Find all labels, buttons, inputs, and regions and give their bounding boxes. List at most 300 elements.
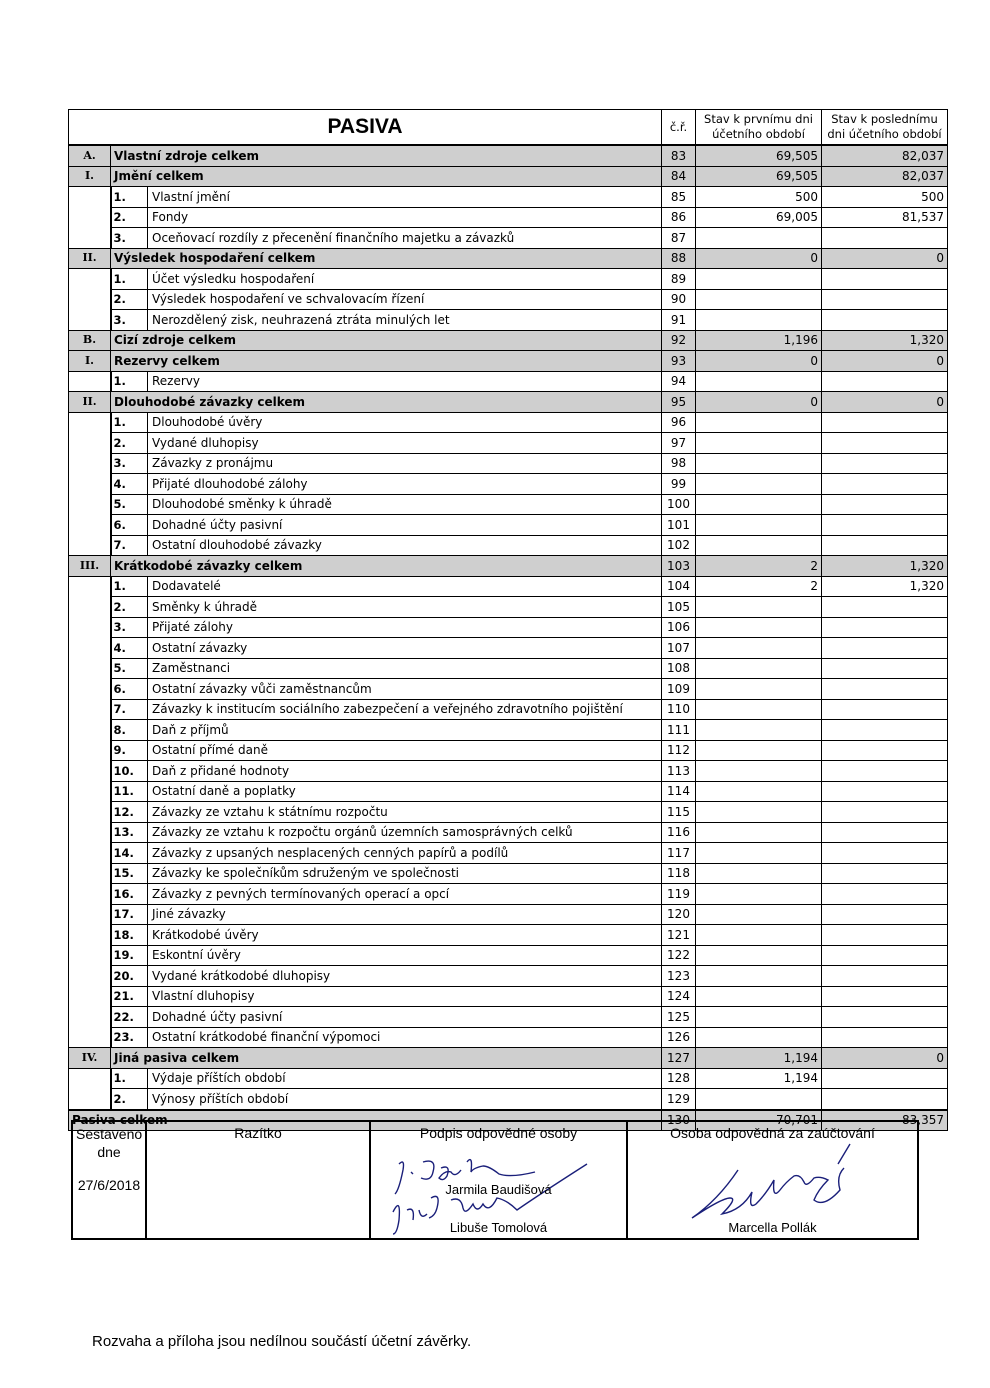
item-label: Směnky k úhradě xyxy=(148,597,662,618)
last-day-value xyxy=(822,658,948,679)
item-row xyxy=(69,207,948,228)
accounting-label: Osoba odpovědná za zaúčtování xyxy=(670,1125,875,1141)
row-number: 119 xyxy=(662,884,696,905)
row-spacer xyxy=(69,1007,111,1028)
first-day-value xyxy=(696,535,822,556)
row-spacer xyxy=(69,617,111,638)
section-code: II. xyxy=(69,248,111,269)
item-label: Závazky z pevných termínovaných operací a opcí xyxy=(148,884,662,905)
last-day-value xyxy=(822,494,948,515)
item-label: Závazky z pronájmu xyxy=(148,453,662,474)
item-row xyxy=(69,228,948,249)
row-number: 98 xyxy=(662,453,696,474)
item-row xyxy=(69,576,948,597)
section-code: A. xyxy=(69,145,111,166)
first-day-value: 69,005 xyxy=(696,207,822,228)
row-number: 85 xyxy=(662,187,696,208)
item-row xyxy=(69,781,948,802)
last-day-value xyxy=(822,699,948,720)
first-day-value xyxy=(696,822,822,843)
item-label: Přijaté zálohy xyxy=(148,617,662,638)
row-number: 105 xyxy=(662,597,696,618)
item-number: 10. xyxy=(111,761,148,782)
last-day-value xyxy=(822,802,948,823)
item-number: 2. xyxy=(111,597,148,618)
row-number: 89 xyxy=(662,269,696,290)
signature-box xyxy=(71,1120,919,1240)
item-row xyxy=(69,720,948,741)
item-row xyxy=(69,269,948,290)
item-number: 5. xyxy=(111,658,148,679)
item-row xyxy=(69,658,948,679)
item-label: Dlouhodobé směnky k úhradě xyxy=(148,494,662,515)
row-number: 88 xyxy=(662,248,696,269)
row-number: 90 xyxy=(662,289,696,310)
row-number: 111 xyxy=(662,720,696,741)
item-number: 5. xyxy=(111,494,148,515)
person3-name: Marcella Pollák xyxy=(728,1220,817,1235)
item-row xyxy=(69,884,948,905)
first-day-value xyxy=(696,720,822,741)
row-number: 123 xyxy=(662,966,696,987)
row-spacer xyxy=(69,494,111,515)
row-number: 110 xyxy=(662,699,696,720)
first-day-value: 70,701 xyxy=(696,1110,822,1131)
item-number: 1. xyxy=(111,1068,148,1089)
item-label: Krátkodobé úvěry xyxy=(148,925,662,946)
last-day-value xyxy=(822,822,948,843)
row-spacer xyxy=(69,925,111,946)
item-label: Vydané krátkodobé dluhopisy xyxy=(148,966,662,987)
item-label: Ostatní dlouhodobé závazky xyxy=(148,535,662,556)
last-day-value xyxy=(822,1027,948,1048)
last-day-value xyxy=(822,310,948,331)
first-day-value xyxy=(696,433,822,454)
row-spacer xyxy=(69,371,111,392)
item-number: 6. xyxy=(111,679,148,700)
row-spacer xyxy=(69,986,111,1007)
item-row xyxy=(69,863,948,884)
last-day-value xyxy=(822,269,948,290)
row-spacer xyxy=(69,433,111,454)
item-label: Výsledek hospodaření ve schvalovacím řízení xyxy=(148,289,662,310)
last-day-value: 83,357 xyxy=(822,1110,948,1131)
item-number: 23. xyxy=(111,1027,148,1048)
first-day-value: 1,196 xyxy=(696,330,822,351)
row-number: 126 xyxy=(662,1027,696,1048)
item-label: Rezervy xyxy=(148,371,662,392)
item-number: 13. xyxy=(111,822,148,843)
compiled-cell xyxy=(72,1121,146,1239)
item-row xyxy=(69,986,948,1007)
row-number: 107 xyxy=(662,638,696,659)
first-day-value: 0 xyxy=(696,351,822,372)
row-number: 87 xyxy=(662,228,696,249)
first-day-value xyxy=(696,638,822,659)
first-day-value xyxy=(696,740,822,761)
item-number: 3. xyxy=(111,310,148,331)
section-row xyxy=(69,248,948,269)
last-day-value: 0 xyxy=(822,392,948,413)
item-label: Zaměstnanci xyxy=(148,658,662,679)
row-number: 109 xyxy=(662,679,696,700)
item-row xyxy=(69,535,948,556)
row-spacer xyxy=(69,822,111,843)
item-number: 2. xyxy=(111,289,148,310)
item-row xyxy=(69,453,948,474)
row-number: 99 xyxy=(662,474,696,495)
accounting-cell xyxy=(627,1121,918,1239)
last-day-value: 0 xyxy=(822,248,948,269)
item-number: 2. xyxy=(111,207,148,228)
item-label: Ostatní krátkodobé finanční výpomoci xyxy=(148,1027,662,1048)
item-label: Závazky z upsaných nesplacených cenných papírů a podílů xyxy=(148,843,662,864)
last-day-value xyxy=(822,679,948,700)
item-row xyxy=(69,289,948,310)
responsible-label: Podpis odpovědné osoby xyxy=(419,1125,578,1141)
last-day-value xyxy=(822,966,948,987)
item-label: Fondy xyxy=(148,207,662,228)
section-label: Cizí zdroje celkem xyxy=(111,330,662,351)
row-spacer xyxy=(69,474,111,495)
item-number: 4. xyxy=(111,474,148,495)
item-number: 18. xyxy=(111,925,148,946)
last-day-value xyxy=(822,1068,948,1089)
item-row xyxy=(69,494,948,515)
first-day-value xyxy=(696,1007,822,1028)
section-label: Jiná pasiva celkem xyxy=(111,1048,662,1069)
row-number: 118 xyxy=(662,863,696,884)
item-row xyxy=(69,187,948,208)
item-row xyxy=(69,638,948,659)
item-row xyxy=(69,515,948,536)
first-day-value xyxy=(696,679,822,700)
item-label: Ostatní závazky vůči zaměstnancům xyxy=(148,679,662,700)
last-day-value: 1,320 xyxy=(822,556,948,577)
first-day-value: 2 xyxy=(696,556,822,577)
item-row xyxy=(69,925,948,946)
first-day-value: 1,194 xyxy=(696,1048,822,1069)
row-number: 117 xyxy=(662,843,696,864)
first-day-value xyxy=(696,925,822,946)
last-day-value: 0 xyxy=(822,351,948,372)
item-row xyxy=(69,966,948,987)
total-label: Pasiva celkem xyxy=(69,1110,662,1131)
row-number: 102 xyxy=(662,535,696,556)
item-number: 15. xyxy=(111,863,148,884)
item-row xyxy=(69,1027,948,1048)
first-day-value xyxy=(696,658,822,679)
first-day-value: 1,194 xyxy=(696,1068,822,1089)
last-day-value: 500 xyxy=(822,187,948,208)
first-day-value xyxy=(696,474,822,495)
item-label: Ostatní daně a poplatky xyxy=(148,781,662,802)
row-spacer xyxy=(69,802,111,823)
section-label: Výsledek hospodaření celkem xyxy=(111,248,662,269)
first-day-value xyxy=(696,371,822,392)
row-spacer xyxy=(69,720,111,741)
first-day-value: 0 xyxy=(696,392,822,413)
item-label: Přijaté dlouhodobé zálohy xyxy=(148,474,662,495)
last-day-value xyxy=(822,986,948,1007)
table-header-row xyxy=(69,110,948,146)
row-number: 130 xyxy=(662,1110,696,1131)
first-day-value xyxy=(696,863,822,884)
item-row xyxy=(69,843,948,864)
responsible-cell xyxy=(370,1121,627,1239)
section-label: Vlastní zdroje celkem xyxy=(111,145,662,166)
last-day-column-header: Stav k poslednímu dni účetního období xyxy=(822,110,948,146)
last-day-value xyxy=(822,638,948,659)
first-day-value: 69,505 xyxy=(696,166,822,187)
item-number: 1. xyxy=(111,187,148,208)
item-row xyxy=(69,412,948,433)
compiled-date: 27/6/2018 xyxy=(77,1177,141,1193)
last-day-value: 1,320 xyxy=(822,576,948,597)
section-label: Dlouhodobé závazky celkem xyxy=(111,392,662,413)
last-day-value xyxy=(822,1089,948,1110)
item-number: 14. xyxy=(111,843,148,864)
section-label: Rezervy celkem xyxy=(111,351,662,372)
first-day-value xyxy=(696,802,822,823)
row-number: 101 xyxy=(662,515,696,536)
section-row xyxy=(69,330,948,351)
row-number: 122 xyxy=(662,945,696,966)
row-number: 96 xyxy=(662,412,696,433)
last-day-value xyxy=(822,1007,948,1028)
last-day-value xyxy=(822,925,948,946)
item-number: 3. xyxy=(111,453,148,474)
section-row xyxy=(69,556,948,577)
row-number: 92 xyxy=(662,330,696,351)
row-number: 91 xyxy=(662,310,696,331)
item-label: Dlouhodobé úvěry xyxy=(148,412,662,433)
row-spacer xyxy=(69,228,111,249)
section-row xyxy=(69,166,948,187)
row-spacer xyxy=(69,187,111,208)
item-number: 1. xyxy=(111,371,148,392)
section-row xyxy=(69,145,948,166)
first-day-value xyxy=(696,843,822,864)
last-day-value xyxy=(822,720,948,741)
footnote: Rozvaha a příloha jsou nedílnou součástí účetní závěrky. xyxy=(92,1333,472,1350)
row-number: 114 xyxy=(662,781,696,802)
item-number: 4. xyxy=(111,638,148,659)
first-day-value xyxy=(696,699,822,720)
item-number: 17. xyxy=(111,904,148,925)
item-label: Daň z přidané hodnoty xyxy=(148,761,662,782)
first-day-value xyxy=(696,412,822,433)
item-label: Dohadné účty pasivní xyxy=(148,515,662,536)
row-number: 124 xyxy=(662,986,696,1007)
row-spacer xyxy=(69,884,111,905)
row-number: 94 xyxy=(662,371,696,392)
row-number: 104 xyxy=(662,576,696,597)
item-number: 20. xyxy=(111,966,148,987)
item-label: Závazky k institucím sociálního zabezpečení a veřejného zdravotního pojištění xyxy=(148,699,662,720)
item-number: 3. xyxy=(111,617,148,638)
row-number: 86 xyxy=(662,207,696,228)
item-row xyxy=(69,1089,948,1110)
last-day-value: 0 xyxy=(822,1048,948,1069)
item-row xyxy=(69,699,948,720)
first-day-value xyxy=(696,761,822,782)
item-number: 16. xyxy=(111,884,148,905)
section-code: I. xyxy=(69,166,111,187)
item-label: Dohadné účty pasivní xyxy=(148,1007,662,1028)
item-row xyxy=(69,474,948,495)
item-label: Daň z příjmů xyxy=(148,720,662,741)
item-number: 21. xyxy=(111,986,148,1007)
last-day-value xyxy=(822,515,948,536)
last-day-value: 82,037 xyxy=(822,166,948,187)
item-number: 6. xyxy=(111,515,148,536)
row-spacer xyxy=(69,515,111,536)
row-number: 95 xyxy=(662,392,696,413)
row-spacer xyxy=(69,904,111,925)
last-day-value xyxy=(822,740,948,761)
table-title: PASIVA xyxy=(69,110,662,146)
item-number: 9. xyxy=(111,740,148,761)
first-day-value xyxy=(696,884,822,905)
item-row xyxy=(69,822,948,843)
item-label: Eskontní úvěry xyxy=(148,945,662,966)
first-day-value xyxy=(696,515,822,536)
last-day-value xyxy=(822,371,948,392)
item-row xyxy=(69,371,948,392)
first-day-value xyxy=(696,269,822,290)
first-day-value xyxy=(696,1027,822,1048)
last-day-value xyxy=(822,228,948,249)
item-label: Nerozdělený zisk, neuhrazená ztráta minulých let xyxy=(148,310,662,331)
row-spacer xyxy=(69,453,111,474)
stamp-cell xyxy=(146,1121,370,1239)
row-spacer xyxy=(69,966,111,987)
item-label: Ostatní závazky xyxy=(148,638,662,659)
row-spacer xyxy=(69,1027,111,1048)
item-row xyxy=(69,761,948,782)
item-number: 1. xyxy=(111,269,148,290)
item-row xyxy=(69,433,948,454)
row-spacer xyxy=(69,412,111,433)
item-row xyxy=(69,679,948,700)
row-number: 115 xyxy=(662,802,696,823)
cr-column-header: č.ř. xyxy=(662,110,696,146)
item-number: 1. xyxy=(111,412,148,433)
last-day-value xyxy=(822,904,948,925)
item-row xyxy=(69,1007,948,1028)
item-label: Výdaje příštích období xyxy=(148,1068,662,1089)
liabilities-table xyxy=(68,109,948,1131)
row-number: 113 xyxy=(662,761,696,782)
person2-name: Libuše Tomolová xyxy=(449,1220,548,1235)
last-day-value xyxy=(822,945,948,966)
item-label: Výnosy příštích období xyxy=(148,1089,662,1110)
last-day-value xyxy=(822,597,948,618)
row-spacer xyxy=(69,761,111,782)
last-day-value xyxy=(822,617,948,638)
compiled-label: Sestaveno dne xyxy=(76,1126,143,1160)
section-row xyxy=(69,392,948,413)
row-number: 97 xyxy=(662,433,696,454)
first-day-value: 2 xyxy=(696,576,822,597)
row-number: 121 xyxy=(662,925,696,946)
row-spacer xyxy=(69,679,111,700)
item-row xyxy=(69,740,948,761)
item-number: 2. xyxy=(111,1089,148,1110)
item-row xyxy=(69,904,948,925)
row-spacer xyxy=(69,535,111,556)
section-code: B. xyxy=(69,330,111,351)
last-day-value xyxy=(822,863,948,884)
first-day-value xyxy=(696,228,822,249)
item-label: Účet výsledku hospodaření xyxy=(148,269,662,290)
section-code: IV. xyxy=(69,1048,111,1069)
section-label: Krátkodobé závazky celkem xyxy=(111,556,662,577)
item-label: Oceňovací rozdíly z přecenění finančního majetku a závazků xyxy=(148,228,662,249)
last-day-value xyxy=(822,781,948,802)
last-day-value xyxy=(822,761,948,782)
row-spacer xyxy=(69,576,111,597)
row-spacer xyxy=(69,638,111,659)
row-spacer xyxy=(69,597,111,618)
item-label: Dodavatelé xyxy=(148,576,662,597)
first-day-column-header: Stav k prvnímu dni účetního období xyxy=(696,110,822,146)
row-number: 84 xyxy=(662,166,696,187)
item-number: 12. xyxy=(111,802,148,823)
first-day-value xyxy=(696,904,822,925)
last-day-value xyxy=(822,884,948,905)
item-label: Závazky ze vztahu k státnímu rozpočtu xyxy=(148,802,662,823)
last-day-value: 1,320 xyxy=(822,330,948,351)
row-spacer xyxy=(69,843,111,864)
row-number: 129 xyxy=(662,1089,696,1110)
row-number: 116 xyxy=(662,822,696,843)
item-number: 7. xyxy=(111,535,148,556)
last-day-value xyxy=(822,474,948,495)
item-label: Závazky ze vztahu k rozpočtu orgánů územních samosprávných celků xyxy=(148,822,662,843)
row-number: 100 xyxy=(662,494,696,515)
first-day-value xyxy=(696,1089,822,1110)
first-day-value xyxy=(696,597,822,618)
first-day-value: 0 xyxy=(696,248,822,269)
item-number: 2. xyxy=(111,433,148,454)
item-row xyxy=(69,310,948,331)
row-spacer xyxy=(69,699,111,720)
first-day-value xyxy=(696,986,822,1007)
first-day-value xyxy=(696,617,822,638)
item-row xyxy=(69,617,948,638)
first-day-value: 69,505 xyxy=(696,145,822,166)
first-day-value: 500 xyxy=(696,187,822,208)
item-label: Závazky ke společníkům sdruženým ve společnosti xyxy=(148,863,662,884)
item-label: Ostatní přímé daně xyxy=(148,740,662,761)
row-spacer xyxy=(69,1068,111,1089)
row-number: 93 xyxy=(662,351,696,372)
first-day-value xyxy=(696,945,822,966)
item-row xyxy=(69,802,948,823)
row-spacer xyxy=(69,207,111,228)
row-spacer xyxy=(69,863,111,884)
row-spacer xyxy=(69,269,111,290)
item-label: Vydané dluhopisy xyxy=(148,433,662,454)
row-spacer xyxy=(69,781,111,802)
last-day-value: 82,037 xyxy=(822,145,948,166)
first-day-value xyxy=(696,453,822,474)
first-day-value xyxy=(696,289,822,310)
section-row xyxy=(69,351,948,372)
row-spacer xyxy=(69,658,111,679)
